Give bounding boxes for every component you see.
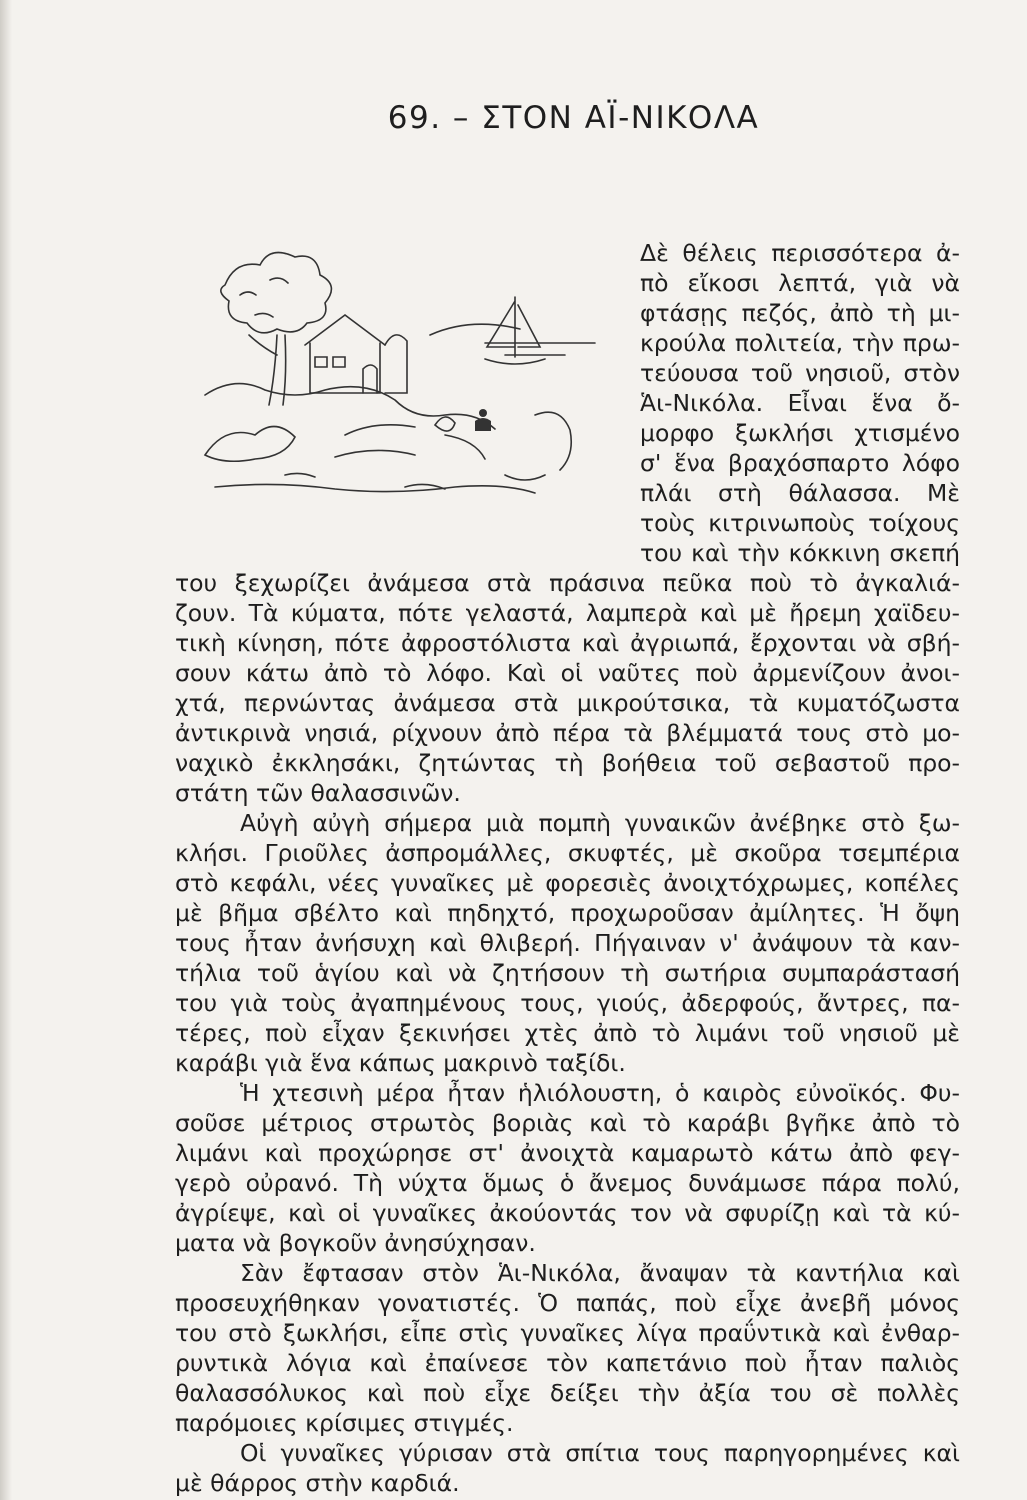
text-line: παρόμοιες κρίσιμες στιγμές. [175,1409,514,1437]
text-line: τικὴ κίνηση, πότε ἀφροστόλιστα καὶ ἀγριωπά, ἔρχονται νὰ σβή- [175,629,960,657]
text-line: του καὶ τὴν κόκκινη σκεπή [640,539,960,567]
text-line: κλήσι. Γριοῦλες ἀσπρομάλλες, σκυφτές, μὲ σκοῦρα τσεμπέρια [175,839,960,867]
text-line: Αὐγὴ αὐγὴ σήμερα μιὰ πομπὴ γυναικῶν ἀνέβηκε στὸ ξω- [240,809,960,837]
text-line: Σὰν ἔφτασαν στὸν Ἁι-Νικόλα, ἄναψαν τὰ καντήλια καὶ [240,1259,960,1287]
chapter-title: 69. – ΣΤΟΝ ΑΪ-ΝΙΚΟΛΑ [387,100,760,136]
text-line: ἀγρίεψε, καὶ οἱ γυναῖκες ἀκούοντάς τον νὰ σφυρίζῃ καὶ τὰ κύ- [175,1199,960,1227]
text-line: ρυντικὰ λόγια καὶ ἐπαίνεσε τὸν καπετάνιο ποὺ ἦταν παλιὸς [175,1349,960,1377]
text-line: πλάι στὴ θάλασσα. Μὲ [640,479,960,507]
text-line: Ἡ χτεσινὴ μέρα ἦταν ἡλιόλουστη, ὁ καιρὸς εὐνοϊκός. Φυ- [240,1079,960,1107]
text-line: μὲ θάρρος στὴν καρδιά. [175,1469,460,1497]
text-line: τέρες, ποὺ εἶχαν ξεκινήσει χτὲς ἀπὸ τὸ λιμάνι τοῦ νησιοῦ μὲ [175,1019,960,1047]
text-line: καράβι γιὰ ἕνα κάπως μακρινὸ ταξίδι. [175,1049,626,1077]
text-line: ματα νὰ βογκοῦν ἀνησύχησαν. [175,1229,536,1257]
text-line: σοῦσε μέτριος στρωτὸς βοριὰς καὶ τὸ καράβι βγῆκε ἀπὸ τὸ [175,1109,960,1137]
text-line: γερὸ οὐρανό. Τὴ νύχτα ὅμως ὁ ἄνεμος δυνάμωσε πάρα πολύ, [175,1169,960,1197]
text-line: σ' ἕνα βραχόσπαρτο λόφο [640,449,960,477]
text-line: προσευχήθηκαν γονατιστές. Ὁ παπάς, ποὺ εἶχε ἀνεβῆ μόνος [175,1289,960,1317]
text-line: του στὸ ξωκλήσι, εἶπε στὶς γυναῖκες λίγα πραΰντικὰ καὶ ἐνθαρ- [175,1319,960,1347]
text-line: μὲ βῆμα σβέλτο καὶ πηδηχτό, προχωροῦσαν ἀμίλητες. Ἡ ὄψη [175,899,960,927]
text-line: πὸ εἴκοσι λεπτά, γιὰ νὰ [640,269,960,297]
text-line: του γιὰ τοὺς ἀγαπημένους τους, γιούς, ἀδερφούς, ἄντρες, πα- [175,989,960,1017]
chapel-illustration [185,225,615,515]
text-line: ζουν. Τὰ κύματα, πότε γελαστά, λαμπερὰ καὶ μὲ ἤρεμη χαϊδευ- [175,599,960,627]
text-line: του ξεχωρίζει ἀνάμεσα στὰ πράσινα πεῦκα ποὺ τὸ ἀγκαλιά- [175,569,960,597]
text-line: Οἱ γυναῖκες γύρισαν στὰ σπίτια τους παρηγορημένες καὶ [240,1439,960,1467]
text-line: Δὲ θέλεις περισσότερα ἀ- [640,239,960,267]
text-line: ἀντικρινὰ νησιά, ρίχνουν ἀπὸ πέρα τὰ βλέμματά τους στὸ μο- [175,719,960,747]
text-line: κρούλα πολιτεία, τὴν πρω- [640,329,960,357]
text-line: φτάσῃς πεζός, ἀπὸ τὴ μι- [640,299,960,327]
text-line: ναχικὸ ἐκκλησάκι, ζητώντας τὴ βοήθεια τοῦ σεβαστοῦ προ- [175,749,960,777]
text-line: τεύουσα τοῦ νησιοῦ, στὸν [640,359,960,387]
text-line: τοὺς κιτρινωποὺς τοίχους [640,509,960,537]
text-line: θαλασσόλυκος καὶ ποὺ εἶχε δείξει τὴν ἀξία του σὲ πολλὲς [175,1379,960,1407]
page-edge-shadow [0,0,12,1500]
text-line: Ἁι-Νικόλα. Εἶναι ἕνα ὄ- [640,389,960,417]
text-line: τήλια τοῦ ἁγίου καὶ νὰ ζητήσουν τὴ σωτήρια συμπαράστασή [175,959,960,987]
text-line: στάτη τῶν θαλασσινῶν. [175,779,461,807]
text-line: σουν κάτω ἀπὸ τὸ λόφο. Καὶ οἱ ναῦτες ποὺ ἀρμενίζουν ἀνοι- [175,659,960,687]
text-line: μορφο ξωκλήσι χτισμένο [640,419,960,447]
text-line: λιμάνι καὶ προχώρησε στ' ἀνοιχτὰ καμαρωτὸ κάτω ἀπὸ φεγ- [175,1139,960,1167]
text-line: στὸ κεφάλι, νέες γυναῖκες μὲ φορεσιὲς ἀνοιχτόχρωμες, κοπέλες [175,869,960,897]
text-line: τους ἦταν ἀνήσυχη καὶ θλιβερή. Πήγαιναν ν' ἀνάψουν τὰ καν- [175,929,960,957]
text-line: χτά, περνώντας ἀνάμεσα στὰ μικρούτσικα, τὰ κυματόζωστα [175,689,960,717]
